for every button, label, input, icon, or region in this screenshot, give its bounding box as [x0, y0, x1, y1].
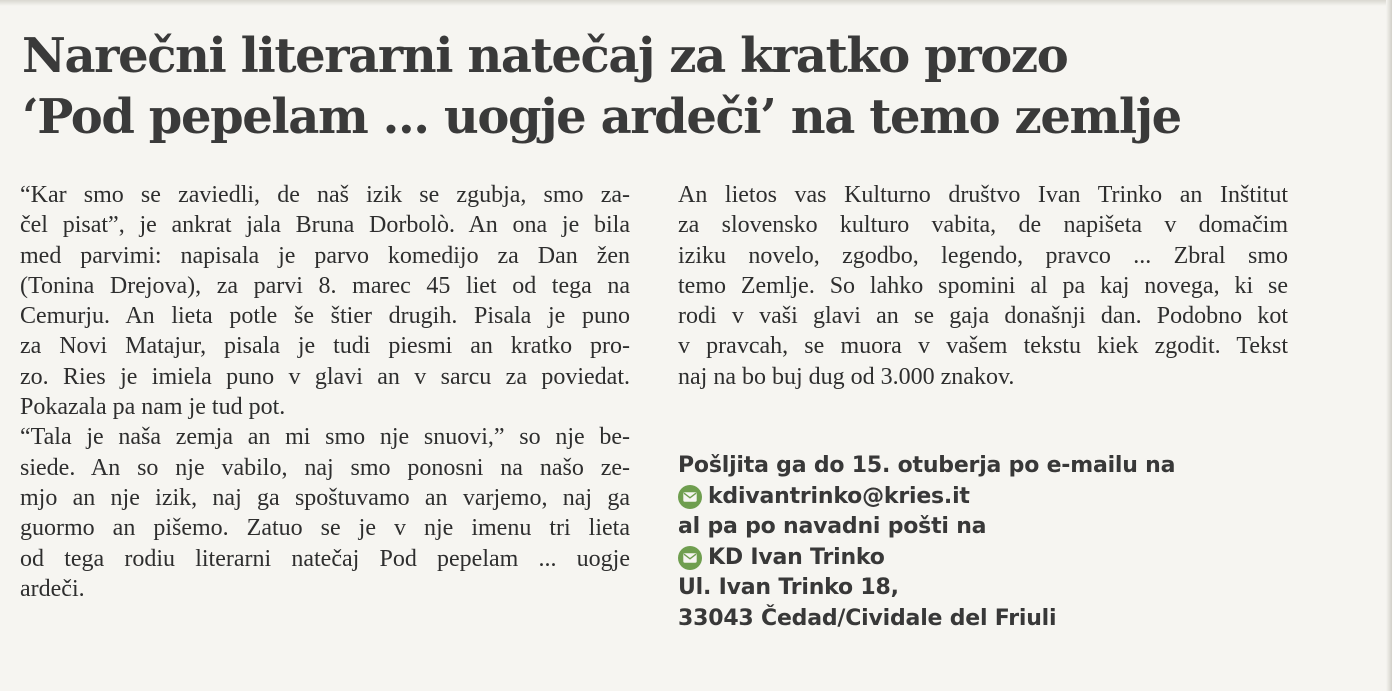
body-line: An lietos vas Kulturno društvo Ivan Trinko an Inštitut: [678, 182, 1288, 208]
street-address: Ul. Ivan Trinko 18,: [678, 575, 899, 601]
post-intro: al pa po navadni pošti na: [678, 514, 987, 540]
body-line: iziku novelo, zgodbo, legendo, pravco ... Zbral smo: [678, 242, 1288, 269]
headline-line-2: ‘Pod pepelam ... uogje ardeči’ na temo zemlje: [22, 89, 1181, 145]
body-line: v pravcah, se muora v vašem tekstu kiek zgodit. Tekst: [678, 333, 1288, 360]
body-line: med parvimi: napisala je parvo komedijo za Dan žen: [20, 242, 630, 269]
body-line: siede. An so nje vabilo, naj smo ponosni na našo ze-: [20, 454, 630, 481]
body-line: (Tonina Drejova), za parvi 8. marec 45 liet od tega na: [20, 272, 630, 299]
body-line: naj na bo buj dug od 3.000 znakov.: [678, 363, 1015, 390]
mail-icon: [678, 546, 702, 570]
email-row[interactable]: [678, 482, 1175, 513]
org-row: [678, 543, 1175, 574]
body-line: od tega rodiu literarni natečaj Pod pepelam ... uogje: [20, 545, 630, 572]
left-column: [20, 180, 630, 604]
body-line: za Novi Matajur, pisala je tudi piesmi an kratko pro-: [20, 333, 630, 360]
city-address: 33043 Čedad/Cividale del Friuli: [678, 605, 1057, 631]
mail-icon: [678, 485, 702, 509]
body-line: “Kar smo se zaviedli, de naš izik se zgubja, smo za-: [20, 182, 630, 208]
body-line: temo Zemlje. So lahko spomini al pa kaj novega, ki se: [678, 272, 1288, 299]
organization-name: KD Ivan Trinko: [708, 544, 885, 570]
body-line: guormo an pišemo. Zatuo se je v nje imenu tri lieta: [20, 515, 630, 542]
body-line: “Tala je naša zemja an mi smo nje snuovi,” so nje be-: [20, 424, 630, 451]
right-column: [678, 180, 1288, 392]
contact-intro: Pošljita ga do 15. otuberja po e-mailu na: [678, 453, 1176, 478]
email-link[interactable]: kdivantrinko@kries.it: [708, 483, 970, 509]
body-line: čel pisat”, je ankrat jala Bruna Dorbolò. An ona je bila: [20, 212, 630, 239]
body-line: zo. Ries je imiela puno v glavi an v sarcu za poviedat.: [20, 363, 630, 390]
body-line: Pokazala pa nam je tud pot.: [20, 394, 286, 421]
article-headline: [22, 26, 1322, 148]
body-line: rodi v vaši glavi an se gaja donašnji dan. Podobno kot: [678, 303, 1288, 330]
contact-block: [678, 451, 1175, 635]
body-line: ardeči.: [20, 575, 85, 602]
body-line: Cemurju. An lieta potle še štier drugih. Pisala je puno: [20, 303, 630, 330]
body-line: za slovensko kulturo vabita, de napišeta v domačim: [678, 212, 1288, 239]
page-right-edge: [1386, 0, 1392, 691]
headline-line-1: Narečni literarni natečaj za kratko prozo: [22, 28, 1068, 84]
body-line: mjo an nje izik, naj ga spoštuvamo an varjemo, naj ga: [20, 484, 630, 511]
page-top-edge: [0, 0, 1392, 6]
